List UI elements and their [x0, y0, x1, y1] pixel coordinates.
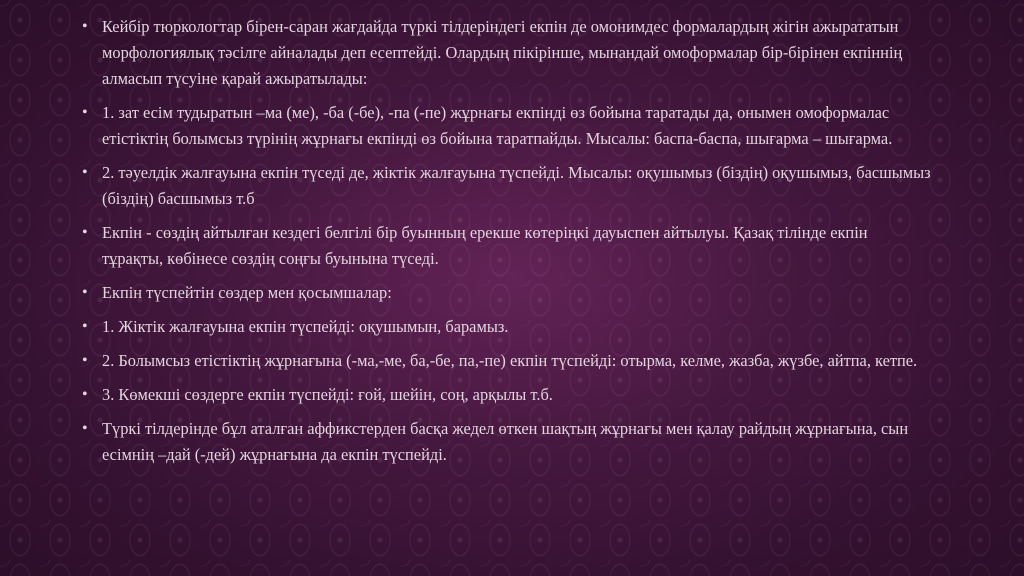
bullet-item	[82, 160, 932, 212]
bullet-item	[82, 280, 932, 306]
bullet-item	[82, 220, 932, 272]
bullet-dot-icon: •	[82, 420, 88, 437]
bullet-text: 3. Көмекші сөздерге екпін түспейді: ғой, шейін, соң, арқылы т.б.	[102, 385, 553, 404]
bullet-item	[82, 382, 932, 408]
bullet-item	[82, 348, 932, 374]
bullet-dot-icon: •	[82, 164, 88, 181]
bullet-text: 1. Жіктік жалғауына екпін түспейді: оқушымын, барамыз.	[102, 317, 509, 336]
slide-content	[82, 14, 932, 562]
bullet-text: 2. тәуелдік жалғауына екпін түседі де, жіктік жалғауына түспейді. Мысалы: оқушымыз (біздің) оқушымыз, басшымыз (біздің) басшымыз т.б	[102, 163, 931, 208]
bullet-text: 1. зат есім тудыратын –ма (ме), -ба (-бе), -па (-пе) жұрнағы екпінді өз бойына таратады да, онымен омоформалас етістіктің болымсыз түрінің жұрнағы екпінді өз бойына таратпайды. Мысалы: баспа-баспа, шығарма – шығарма.	[102, 103, 893, 148]
bullet-dot-icon: •	[82, 104, 88, 121]
bullet-text: Кейбір тюркологтар бірен-саран жағдайда түркі тілдеріндегі екпін де омонимдес формалардың жігін ажырататын морфологиялық тәсілге айналады деп есептейді. Олардың пікірінше, мынандай омоформалар бір-бірінен екпіннің алмасып түсуіне қарай ажыратылады:	[102, 17, 903, 88]
bullet-dot-icon: •	[82, 386, 88, 403]
bullet-item	[82, 314, 932, 340]
bullet-text: Түркі тілдерінде бұл аталған аффикстерден басқа жедел өткен шақтың жұрнағы мен қалау райдың жұрнағына, сын есімнің –дай (-дей) жұрнағына да екпін түспейді.	[102, 419, 909, 464]
bullet-dot-icon: •	[82, 318, 88, 335]
bullet-dot-icon: •	[82, 284, 88, 301]
bullet-text: Екпін - сөздің айтылған кездегі белгілі бір буынның ерекше көтеріңкі дауыспен айтылуы. Қазақ тілінде екпін тұрақты, көбінесе сөздің соңғы буынына түседі.	[102, 223, 868, 268]
bullet-dot-icon: •	[82, 224, 88, 241]
bullet-list	[82, 14, 932, 468]
bullet-item	[82, 14, 932, 92]
bullet-item	[82, 416, 932, 468]
bullet-text: Екпін түспейтін сөздер мен қосымшалар:	[102, 283, 392, 302]
bullet-text: 2. Болымсыз етістіктің жұрнағына (-ма,-ме, ба,-бе, па,-пе) екпін түспейді: отырма, келме, жазба, жүзбе, айтпа, кетпе.	[102, 351, 918, 370]
bullet-item	[82, 100, 932, 152]
bullet-dot-icon: •	[82, 18, 88, 35]
bullet-dot-icon: •	[82, 352, 88, 369]
